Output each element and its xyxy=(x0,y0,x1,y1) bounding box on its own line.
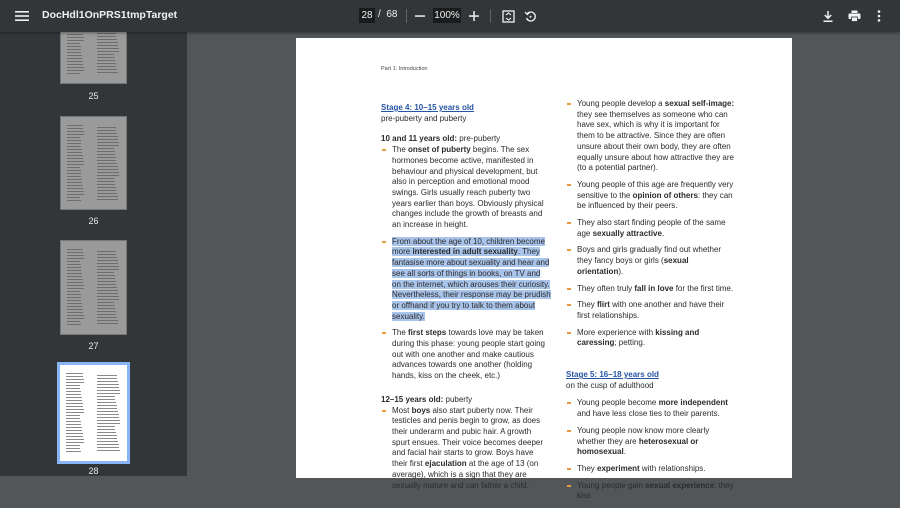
thumbnail-text-line xyxy=(97,284,117,285)
list-item: Young people develop a sexual self-image: they see themselves as someone who can have sex, which is why it is important for them to be attractive. Since they are often unsure about their own body, they are often equally unsure about how attractive they are (to a potential partner). xyxy=(566,99,736,174)
thumbnail-text-line xyxy=(97,390,120,391)
thumbnail-text-line xyxy=(97,48,119,49)
thumbnail-text-line xyxy=(67,276,82,277)
thumbnail-text-line xyxy=(66,403,83,404)
thumbnail-text-line xyxy=(97,408,118,409)
hamburger-menu-icon xyxy=(15,10,29,22)
left-column xyxy=(381,103,551,497)
thumbnail-text-line xyxy=(66,445,80,446)
thumbnail-text-line xyxy=(97,257,118,258)
thumbnail-text-line xyxy=(97,278,116,279)
page-thumbnail-current[interactable] xyxy=(57,362,130,464)
thumbnail-text-line xyxy=(97,302,115,303)
thumbnail-text-line xyxy=(97,438,118,439)
thumbnail-text-line xyxy=(67,249,83,250)
thumbnail-text-line xyxy=(67,252,83,253)
thumbnail-text-line xyxy=(67,73,80,74)
thumbnail-text-line xyxy=(66,400,82,401)
thumbnail-text-line xyxy=(97,414,119,415)
thumbnail-text-line xyxy=(66,436,83,437)
thumbnail-text-line xyxy=(67,134,84,135)
list-item: The first steps towards love may be taken during this phase: young people start going out with one another and make cautious advances towards one another (holding hands, kiss on the cheek, etc.) xyxy=(381,328,551,382)
list-item: Young people become more independent and have less close ties to their parents. xyxy=(566,398,736,419)
thumbnail-text-line xyxy=(97,178,115,179)
thumbnail-text-line xyxy=(97,396,115,397)
thumbnail-text-line xyxy=(67,255,84,256)
thumbnail-text-line xyxy=(67,61,83,62)
list-item: They often truly fall in love for the first time. xyxy=(566,284,736,295)
thumbnail-text-line xyxy=(97,154,116,155)
thumbnail-label: 26 xyxy=(88,216,99,226)
thumbnail-text-line xyxy=(97,402,117,403)
thumbnail-text-line xyxy=(97,293,119,294)
thumbnail-text-line xyxy=(67,303,82,304)
thumbnail-text-line xyxy=(67,34,83,35)
group-heading: 12–15 years old: puberty xyxy=(381,394,473,404)
thumbnail-text-line xyxy=(97,281,116,282)
list-item: More experience with kissing and caressing; petting. xyxy=(566,328,736,349)
thumbnail-text-line xyxy=(67,324,81,325)
list-item: They flirt with one another and have their first relationships. xyxy=(566,300,736,321)
stage-4-heading: Stage 4: 10–15 years old xyxy=(381,103,474,112)
thumbnail-text-line xyxy=(67,176,81,177)
thumbnail-text-line xyxy=(97,387,120,388)
thumbnail-text-line xyxy=(97,130,117,131)
thumbnail-text-line xyxy=(66,439,84,440)
thumbnail-text-line xyxy=(97,172,119,173)
thumbnail-text-line xyxy=(97,175,120,176)
thumbnail-text-line xyxy=(67,306,82,307)
list-item: Young people of this age are frequently very sensitive to the opinion of others: they can be influenced by their peers. xyxy=(566,180,736,212)
more-vertical-icon xyxy=(877,10,881,22)
stage-4-subtitle: pre-puberty and puberty xyxy=(381,113,467,123)
thumbnail-text-line xyxy=(97,405,117,406)
thumbnail-text-line xyxy=(67,285,84,286)
zoom-in-button[interactable] xyxy=(462,4,486,28)
thumbnail-text-line xyxy=(67,273,82,274)
thumbnail-text-line xyxy=(67,270,81,271)
thumbnail-label: 28 xyxy=(88,466,99,476)
thumbnail-text-line xyxy=(66,433,83,434)
thumbnail-text-line xyxy=(97,399,116,400)
thumbnail-text-line xyxy=(97,299,120,300)
list-item: Young people gain sexual experience: they kiss xyxy=(566,481,736,502)
zoom-input[interactable]: 100% xyxy=(434,10,460,21)
thumbnail-text-line xyxy=(67,267,81,268)
thumbnail-text-line xyxy=(67,67,84,68)
thumbnail-text-line xyxy=(97,33,116,34)
thumbnail-text-line xyxy=(67,288,84,289)
page-separator: / xyxy=(378,9,381,20)
thumbnail-text-line xyxy=(97,169,119,170)
total-pages: 68 xyxy=(386,9,398,20)
thumbnail-text-line xyxy=(67,185,83,186)
thumbnail-text-line xyxy=(97,305,115,306)
thumbnail-text-line xyxy=(67,152,82,153)
thumbnail-text-line xyxy=(97,263,119,264)
thumbnail-text-line xyxy=(97,375,117,376)
thumbnail-text-line xyxy=(97,190,117,191)
thumbnail-text-line xyxy=(67,318,84,319)
thumbnail-text-line xyxy=(97,142,119,143)
list-item: Young people now know more clearly whether they are heterosexual or homosexual. xyxy=(566,426,736,458)
thumbnail-text-line xyxy=(97,429,116,430)
thumbnail-text-line xyxy=(67,164,84,165)
thumbnail-text-line xyxy=(66,412,84,413)
thumbnail-text-line xyxy=(97,254,117,255)
thumbnail-text-line xyxy=(97,275,115,276)
thumbnail-text-line xyxy=(66,424,81,425)
thumbnail-sidebar xyxy=(0,32,187,476)
thumbnail-text-line xyxy=(67,58,82,59)
thumbnail-text-line xyxy=(97,42,118,43)
fit-page-icon xyxy=(502,10,515,23)
thumbnail-text-line xyxy=(97,317,118,318)
thumbnail-text-line xyxy=(66,418,80,419)
thumbnail-text-line xyxy=(67,297,81,298)
thumbnail-text-line xyxy=(67,261,80,262)
page-thumbnail[interactable] xyxy=(60,116,127,210)
thumbnail-text-line xyxy=(67,264,81,265)
thumbnail-text-line xyxy=(67,155,83,156)
thumbnail-text-line xyxy=(67,167,80,168)
thumbnail-text-line xyxy=(67,49,81,50)
thumbnail-text-line xyxy=(67,158,83,159)
thumbnail-text-line xyxy=(67,37,84,38)
thumbnail-text-line xyxy=(67,46,81,47)
thumbnail-text-line xyxy=(97,184,116,185)
thumbnail-text-line xyxy=(97,39,118,40)
thumbnail-text-line xyxy=(97,320,118,321)
thumbnail-text-line xyxy=(97,308,116,309)
thumbnail-text-line xyxy=(97,127,116,128)
document-page xyxy=(296,38,792,501)
thumbnail-text-line xyxy=(97,378,118,379)
thumbnail-text-line xyxy=(97,160,117,161)
thumbnail-text-line xyxy=(66,421,81,422)
thumbnail-text-line xyxy=(66,406,83,407)
thumbnail-text-line xyxy=(97,435,117,436)
group-heading: 10 and 11 years old: pre-puberty xyxy=(381,134,501,144)
thumbnail-label: 25 xyxy=(88,91,99,101)
thumbnail-text-line xyxy=(66,451,81,452)
thumbnail-text-line xyxy=(97,63,116,64)
thumbnail-text-line xyxy=(97,148,115,149)
thumbnail-text-line xyxy=(66,388,80,389)
thumbnail-text-line xyxy=(97,145,120,146)
thumbnail-text-line xyxy=(66,376,83,377)
thumbnail-text-line xyxy=(97,311,116,312)
list-item: They experiment with relationships. xyxy=(566,464,736,475)
thumbnail-text-line xyxy=(67,173,81,174)
thumbnail-text-line xyxy=(67,125,83,126)
thumbnail-text-line xyxy=(97,166,118,167)
menu-button[interactable] xyxy=(10,4,34,28)
plus-icon xyxy=(468,10,480,22)
thumbnail-text-line xyxy=(66,385,80,386)
thumbnail-text-line xyxy=(67,143,81,144)
thumbnail-text-line xyxy=(97,384,119,385)
thumbnail-text-line xyxy=(66,415,80,416)
thumbnail-text-line xyxy=(97,199,119,200)
thumbnail-text-line xyxy=(67,161,84,162)
thumbnail-text-line xyxy=(97,151,115,152)
rotate-icon xyxy=(524,10,537,23)
thumbnail-text-line xyxy=(97,426,115,427)
thumbnail-text-line xyxy=(66,448,80,449)
thumbnail-text-line xyxy=(67,64,83,65)
thumbnail-text-line xyxy=(97,441,118,442)
thumbnail-text-line xyxy=(97,269,120,270)
thumbnail-text-line xyxy=(97,181,115,182)
zoom-out-button[interactable] xyxy=(408,4,432,28)
thumbnail-text-line xyxy=(66,397,82,398)
list-item: The onset of puberty begins. The sex hormones become active, manifested in behaviour and physical development, but also in perception and emotional mood swings. Girls usually reach puberty two years earlier than boys. Obviously physical changes include the growth of breasts and an increase in height. xyxy=(381,145,551,231)
download-button[interactable] xyxy=(816,4,840,28)
stage-5-subtitle: on the cusp of adulthood xyxy=(566,380,654,390)
document-title: DocHdl1OnPRS1tmpTarget xyxy=(42,9,178,21)
thumbnail-text-line xyxy=(97,272,115,273)
stage-5-heading: Stage 5: 16–18 years old xyxy=(566,370,659,380)
thumbnail-text-line xyxy=(97,45,119,46)
thumbnail-text-line xyxy=(67,179,82,180)
thumbnail-text-line xyxy=(97,66,117,67)
thumbnail-text-line xyxy=(67,279,83,280)
fit-to-page-button[interactable] xyxy=(496,4,520,28)
thumbnail-text-line xyxy=(67,182,82,183)
thumbnail-text-line xyxy=(97,251,116,252)
thumbnail-text-line xyxy=(97,323,119,324)
thumbnail-text-line xyxy=(97,432,117,433)
thumbnail-text-line xyxy=(97,133,118,134)
thumbnail-text-line xyxy=(66,409,84,410)
minus-icon xyxy=(414,10,426,22)
more-options-button[interactable] xyxy=(867,4,891,28)
thumbnail-text-line xyxy=(67,312,83,313)
page-thumbnail[interactable] xyxy=(60,240,127,335)
thumbnail-text-line xyxy=(67,40,84,41)
thumbnail-text-line xyxy=(66,430,82,431)
thumbnail-text-line xyxy=(67,294,81,295)
thumbnail-text-line xyxy=(67,70,84,71)
thumbnail-text-line xyxy=(97,393,121,394)
thumbnail-text-line xyxy=(97,136,118,137)
thumbnail-text-line xyxy=(67,131,84,132)
thumbnail-text-line xyxy=(97,60,116,61)
thumbnail-text-line xyxy=(97,193,118,194)
list-item-selected: From about the age of 10, children become more interested in adult sexuality. They fantasise more about sexuality and hear and see all sorts of things in books, on TV and on the internet, which arouses their curiosity. Nevertheless, their response may be prudish or offhand if you try to talk to them about sexuality. xyxy=(381,237,551,323)
thumbnail-text-line xyxy=(67,191,84,192)
thumbnail-text-line xyxy=(67,52,81,53)
thumbnail-text-line xyxy=(67,188,83,189)
thumbnail-text-line xyxy=(67,258,84,259)
thumbnail-text-line xyxy=(97,157,116,158)
running-header: Part 1: Introduction xyxy=(381,66,428,72)
thumbnail-text-line xyxy=(67,128,83,129)
thumbnail-text-line xyxy=(97,163,118,164)
thumbnail-text-line xyxy=(97,381,118,382)
thumbnail-text-line xyxy=(97,411,118,412)
thumbnail-text-line xyxy=(66,394,81,395)
right-column xyxy=(566,99,736,508)
thumbnail-text-line xyxy=(67,300,81,301)
thumbnail-text-line xyxy=(66,442,84,443)
page-number-input[interactable]: 28 xyxy=(359,8,375,23)
thumbnail-text-line xyxy=(97,51,120,52)
thumbnail-text-line xyxy=(97,287,118,288)
list-item: They also start finding people of the same age sexually attractive. xyxy=(566,218,736,239)
thumbnail-text-line xyxy=(97,420,120,421)
thumbnail-text-line xyxy=(97,69,118,70)
thumbnail-text-line xyxy=(66,391,81,392)
thumbnail-text-line xyxy=(66,382,84,383)
thumbnail-text-line xyxy=(67,291,80,292)
print-button[interactable] xyxy=(842,4,866,28)
download-icon xyxy=(822,10,834,23)
thumbnail-text-line xyxy=(67,315,84,316)
thumbnail-text-line xyxy=(97,139,119,140)
thumbnail-text-line xyxy=(97,444,119,445)
thumbnail-text-line xyxy=(97,450,120,451)
thumbnail-text-line xyxy=(97,36,117,37)
thumbnail-text-line xyxy=(97,187,116,188)
thumbnail-text-line xyxy=(67,55,82,56)
thumbnail-text-line xyxy=(66,373,83,374)
thumbnail-text-line xyxy=(97,72,118,73)
thumbnail-text-line xyxy=(67,309,83,310)
printer-icon xyxy=(848,10,861,22)
thumbnail-label: 27 xyxy=(88,341,99,351)
thumbnail-text-line xyxy=(67,197,80,198)
thumbnail-text-line xyxy=(97,57,115,58)
thumbnail-text-line xyxy=(67,149,82,150)
thumbnail-text-line xyxy=(67,140,81,141)
rotate-button[interactable] xyxy=(518,4,542,28)
page-count xyxy=(378,9,397,20)
pdf-toolbar xyxy=(0,0,900,32)
toolbar-divider xyxy=(490,9,491,23)
thumbnail-text-line xyxy=(97,54,115,55)
list-item: Boys and girls gradually find out whether they fancy boys or girls (sexual orientation). xyxy=(566,245,736,277)
thumbnail-text-line xyxy=(67,200,81,201)
thumbnail-text-line xyxy=(67,137,80,138)
thumbnail-text-line xyxy=(67,321,80,322)
thumbnail-text-line xyxy=(97,423,121,424)
thumbnail-text-line xyxy=(66,427,82,428)
thumbnail-text-line xyxy=(67,43,80,44)
toolbar-divider xyxy=(406,9,407,23)
thumbnail-text-line xyxy=(67,146,81,147)
thumbnail-text-line xyxy=(97,417,120,418)
thumbnail-text-line xyxy=(97,296,119,297)
list-item: Most boys also start puberty now. Their testicles and penis begin to grow, as does their underarm and pubic hair. A growth spurt ensues. Their voice becomes deeper and facial hair starts to grow. Boys have their first ejaculation at the age of 13 (on average), which is a sign that they are sexually mature and can father a child. xyxy=(381,406,551,492)
thumbnail-text-line xyxy=(97,314,117,315)
thumbnail-text-line xyxy=(97,196,118,197)
thumbnail-text-line xyxy=(66,379,84,380)
thumbnail-text-line xyxy=(67,170,81,171)
thumbnail-text-line xyxy=(67,282,83,283)
thumbnail-text-line xyxy=(97,260,118,261)
thumbnail-text-line xyxy=(97,266,119,267)
thumbnail-text-line xyxy=(97,447,120,448)
thumbnail-text-line xyxy=(97,290,118,291)
thumbnail-text-line xyxy=(67,194,84,195)
